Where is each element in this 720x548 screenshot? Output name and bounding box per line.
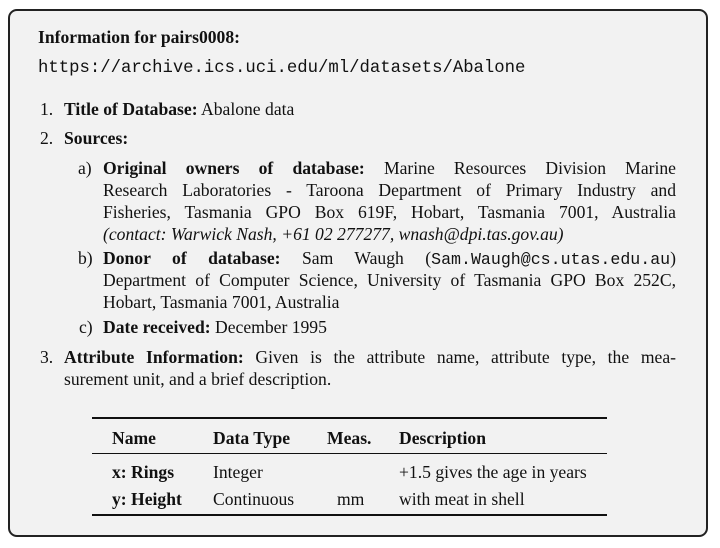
dataset-url: https://archive.ics.uci.edu/ml/datasets/Abalone: [38, 59, 526, 78]
item-attr-line2: surement unit, and a brief description.: [64, 369, 332, 389]
source-letter-b: b): [78, 248, 93, 268]
row-y-name: y: Height: [112, 489, 182, 509]
row-x-description: +1.5 gives the age in years: [399, 462, 587, 482]
source-b-line1: [103, 247, 676, 271]
row-y-description: with meat in shell: [399, 489, 525, 509]
item-number-3: 3.: [40, 347, 54, 367]
info-heading: Information for pairs0008:: [38, 27, 240, 47]
source-a-contact: (contact: Warwick Nash, +61 02 277277, wnash@dpi.tas.gov.au): [103, 224, 564, 244]
item-title-value: Abalone data: [201, 99, 295, 119]
donor-name: Sam Waugh (: [301, 248, 432, 268]
item-title: [64, 98, 294, 120]
item-attr-text1: Given is the attribute name, attribute type, the mea-: [255, 347, 676, 367]
source-a-line3: Fisheries, Tasmania GPO Box 619F, Hobart, Tasmania 7001, Australia: [103, 202, 676, 222]
item-attr-line1: [64, 346, 676, 368]
source-c-label: Date received:: [103, 317, 211, 337]
row-y-type: Continuous: [213, 489, 295, 509]
header-data-type: Data Type: [213, 428, 291, 448]
source-a-line2: Research Laboratories - Taroona Department of Primary Industry and: [103, 180, 676, 200]
table-top-rule: [92, 417, 607, 419]
source-letter-c: c): [79, 317, 93, 337]
header-description: Description: [399, 428, 486, 448]
item-number-1: 1.: [40, 99, 54, 119]
source-b-label: Donor of database:: [103, 248, 281, 268]
item-title-label: Title of Database:: [64, 99, 198, 119]
item-sources-label: Sources:: [64, 128, 129, 148]
row-x-type: Integer: [213, 462, 263, 482]
item-number-2: 2.: [40, 128, 54, 148]
donor-email: Sam.Waugh@cs.utas.edu.au: [431, 250, 671, 269]
item-attr-label: Attribute Information:: [64, 347, 244, 367]
row-x-name: x: Rings: [112, 462, 175, 482]
source-a-text1: Marine Resources Division Marine: [383, 158, 676, 178]
source-c-value: December 1995: [215, 317, 327, 337]
row-y-meas: mm: [337, 489, 365, 509]
source-c-line: [103, 316, 327, 338]
table-bottom-rule: [92, 514, 607, 516]
source-letter-a: a): [78, 158, 92, 178]
donor-close: ): [670, 248, 676, 268]
source-b-line2: Department of Computer Science, University of Tasmania GPO Box 252C,: [103, 270, 676, 290]
source-b-line3: Hobart, Tasmania 7001, Australia: [103, 292, 340, 312]
source-a-line1: [103, 157, 676, 179]
header-meas: Meas.: [327, 428, 372, 448]
source-a-label: Original owners of database:: [103, 158, 365, 178]
source-b-text1: [302, 248, 676, 268]
header-name: Name: [112, 428, 156, 448]
table-mid-rule: [92, 453, 607, 454]
